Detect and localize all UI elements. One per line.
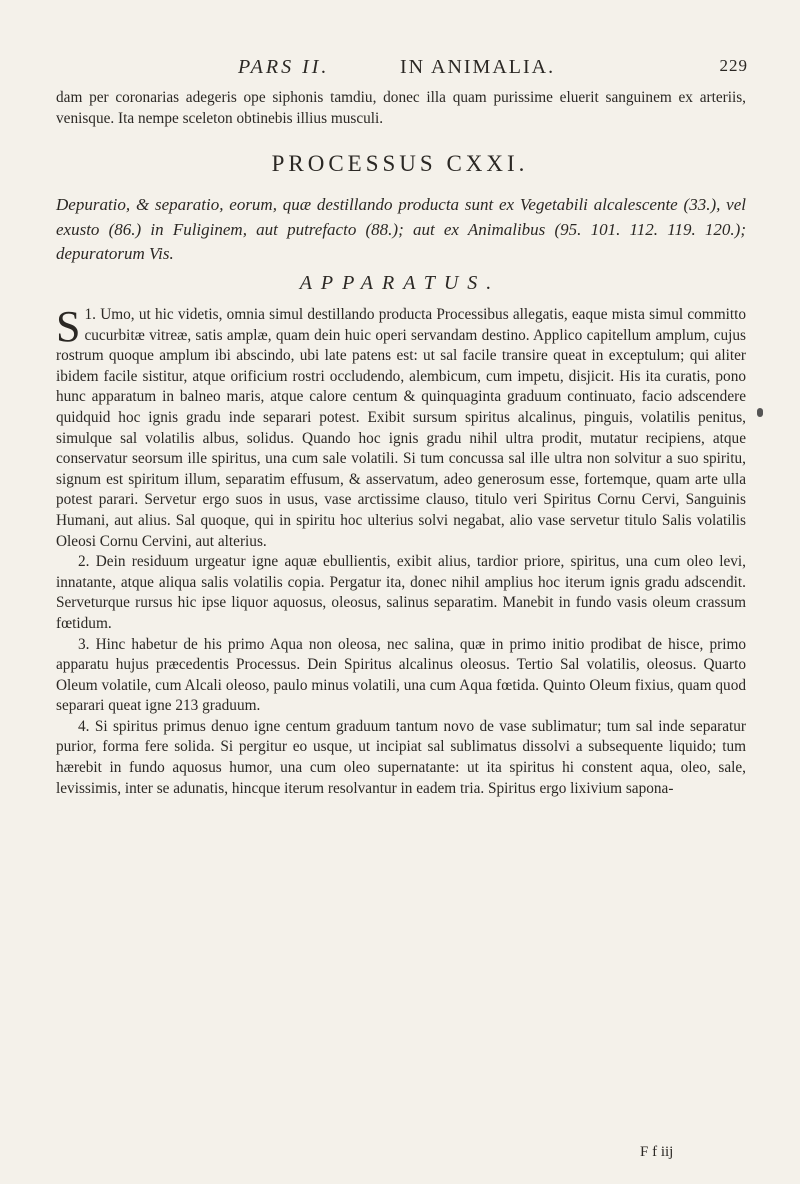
running-head-title: IN ANIMALIA. [400, 56, 556, 78]
paragraph-3 [56, 635, 746, 717]
ink-speck [757, 408, 763, 417]
running-head [238, 56, 748, 84]
process-subtitle: Depuratio, & separatio, eorum, quæ destillando producta sunt ex Vegetabili alcalescente (33.), vel exusto (86.) in Fuliginem, aut putrefacto (88.); aut ex Animalibus (95. 101. 112. 119. 120.); depuratorum Vis. [56, 195, 746, 263]
paragraph-1 [56, 302, 746, 552]
apparatus-heading: APPARATUS. [299, 272, 501, 294]
running-head-part: PARS II. [238, 56, 330, 78]
paragraph-number: 2. [78, 553, 90, 571]
paragraph-number: 3. [78, 635, 90, 653]
paragraph-text: Hinc habetur de his primo Aqua non oleosa, nec salina, quæ in primo initio prodibat de hisce, primo apparatu hujus præcedentis Processus. Dein Spiritus alcalinus oleosus. Tertio Sal volatilis, oleosus. Quarto Oleum volatile, cum Alcali oleoso, paulo minus volatili, una cum Aqua fœtida. Quinto Oleum fixius, quam quod separari queat igne 213 graduum. [56, 635, 746, 715]
paragraph-text: Dein residuum urgeatur igne aquæ ebullientis, exibit alius, tardior priore, spiritus, una cum oleo levi, innatante, atque aliqua salis volatilis copia. Pergatur ita, donec nihil amplius hoc iterum ignis gradu adscendit. Serveturque rursus hic ipse liquor aquosus, oleosus, salinus separatim. Manebit in fundo vasis oleum crassum fœtidum. [56, 553, 746, 632]
signature-mark: F f iij [640, 1144, 674, 1160]
paragraph-text: Umo, ut hic videtis, omnia simul destillando producta Processibus allegatis, eaque mista simul committo cucurbitæ vitreæ, satis amplæ, quam dein huic operi servandam destino. Applico capitellum amplum, cujus rostrum quoque amplum ibi abscindo, ubi late patens est: ut sal facile transire queat in exceptulum; qui aliter ibidem facile sistitur, atque orificium rostri occludendo, alembicum, cum impetu, disjicit. His ita curatis, pono hunc apparatum in balneo maris, atque calore centum & quinquaginta graduum continuato, facio adscendere quidquid hoc ignis gradu inde separari potest. Exibit sursum spiritus alcalinus, pinguis, volatilis penitus, simulque sal volatilis albus, solidus. Quando hoc ignis gradu nihil ultra prodit, mutatur recipiens, atque conservatur seorsum ille spiritus, una cum sale volatili. Si tum concussa sal ille ultra non solvitur a suo spiritu, signum est spiritum illum, separatim effusum, & asservatum, adeo generosum esse, fortemque, quam arte ulla potest parari. Servetur ergo suos in usus, vase arctissime clauso, titulo veri Spiritus Cornu Cervi, Sanguinis Humani, aut alius. Sal quoque, qui in spiritu hoc ulterius solvi negabat, alio vase servetur titulo Salis volatilis Oleosi Cornu Cervini, aut alterius. [56, 306, 746, 550]
paragraph-2 [56, 552, 746, 634]
paragraph-4 [56, 717, 746, 799]
page-number: 229 [719, 56, 748, 75]
body-text [56, 302, 747, 799]
process-title: PROCESSUS CXXI. [271, 151, 529, 176]
drop-cap: S [56, 302, 81, 351]
paragraph-text: Si spiritus primus denuo igne centum graduum tantum novo de vase sublimatur; tum sal inde separatur purior, forma fere solida. Si pergitur eo usque, ut incipiat sal sublimatus dissolvi a subsequente liquido; tum hærebit in fundo aquosus humor, una cum oleo supernatante: ut ita spiritus hi constent aqua, oleo, sale, levissimis, inter se adunatis, hincque iterum resolvantur in eadem tria. Spiritus ergo lixivium sapona- [56, 717, 747, 797]
paragraph-number: 1. [84, 306, 96, 323]
paragraph-number: 4. [78, 717, 90, 735]
intro-paragraph: dam per coronarias adegeris ope siphonis tamdiu, donec illa quam purissime eluerit sanguinem ex arteriis, venisque. Ita nempe sceleton obtinebis illius musculi. [56, 89, 746, 127]
